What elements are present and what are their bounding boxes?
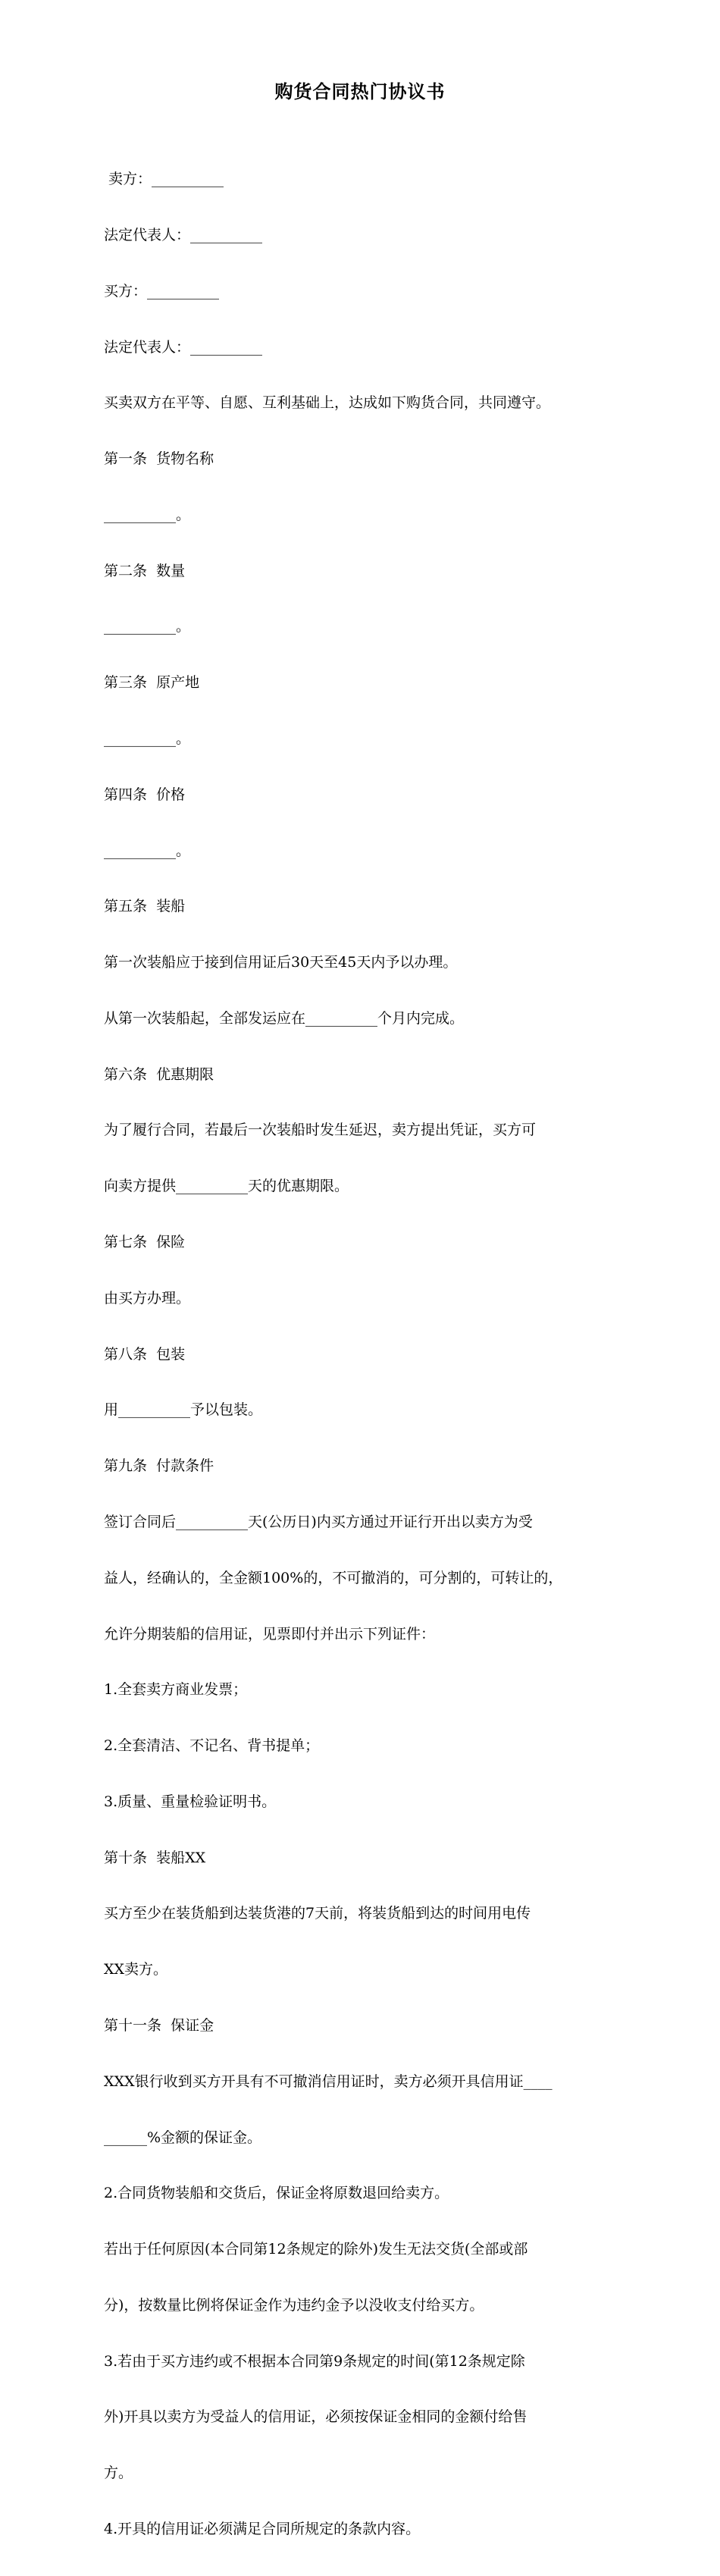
article-9-text-1: 签订合同后__________天(公历日)内买方通过开证行开出以卖方为受	[104, 1513, 533, 1530]
article-11-text-4: 分)，按数量比例将保证金作为违约金予以没收支付给买方。	[104, 2296, 484, 2314]
seller-legal-rep-line: 法定代表人：__________	[104, 226, 263, 243]
article-3-heading: 第三条 原产地	[104, 674, 200, 692]
article-11-heading: 第十一条 保证金	[104, 2016, 214, 2034]
article-11-text-2: ______%金额的保证金。	[104, 2129, 262, 2146]
article-6-heading: 第六条 优惠期限	[104, 1065, 214, 1083]
article-1-heading: 第一条 货物名称	[104, 450, 214, 468]
article-11-item-3-line-2: 外)开具以卖方为受益人的信用证，必须按保证金相同的金额付给售	[104, 2408, 527, 2426]
document-body	[104, 133, 627, 2576]
buyer-line: 买方：__________	[104, 282, 220, 300]
article-9-heading: 第九条 付款条件	[104, 1457, 214, 1475]
document-title: 购货合同热门协议书	[274, 80, 446, 102]
article-8-text: 用__________予以包装。	[104, 1401, 263, 1419]
article-6-text-1: 为了履行合同，若最后一次装船时发生延迟，卖方提出凭证，买方可	[104, 1122, 537, 1139]
article-4-blank: __________。	[104, 842, 191, 859]
article-7-heading: 第七条 保险	[104, 1234, 186, 1251]
preamble-text: 买卖双方在平等、自愿、互利基础上，达成如下购货合同，共同遵守。	[104, 394, 551, 412]
article-11-text-3: 若出于任何原因(本合同第12条规定的除外)发生无法交货(全部或部	[104, 2241, 528, 2258]
article-4-heading: 第四条 价格	[104, 786, 186, 803]
article-5-text-2: 从第一次装船起，全部发运应在__________个月内完成。	[104, 1009, 465, 1027]
article-9-item-1: 1.全套卖方商业发票；	[104, 1681, 248, 1699]
seller-line: 卖方：__________	[104, 171, 224, 188]
article-9-item-3: 3.质量、重量检验证明书。	[104, 1793, 277, 1810]
article-5-heading: 第五条 装船	[104, 898, 186, 915]
article-3-blank: __________。	[104, 730, 191, 747]
article-11-item-3-line-1: 3.若由于买方违约或不根据本合同第9条规定的时间(第12条规定除	[104, 2352, 525, 2370]
article-10-heading: 第十条 装船XX	[104, 1849, 206, 1866]
article-11-item-2: 2.合同货物装船和交货后，保证金将原数退回给卖方。	[104, 2185, 449, 2202]
article-9-item-2: 2.全套清洁、不记名、背书提单；	[104, 1737, 320, 1755]
article-11-text-1: XXX银行收到买方开具有不可撤消信用证时，卖方必须开具信用证____	[104, 2072, 553, 2090]
article-10-text-1: 买方至少在装货船到达装货港的7天前，将装货船到达的时间用电传	[104, 1905, 531, 1922]
article-1-blank: __________。	[104, 506, 191, 523]
article-2-blank: __________。	[104, 618, 191, 635]
article-11-item-3-line-3: 方。	[104, 2465, 133, 2482]
article-9-text-3: 允许分期装船的信用证，见票即付并出示下列证件：	[104, 1625, 436, 1643]
article-9-text-2: 益人，经确认的，全金额100%的，不可撤消的，可分割的，可转让的，	[104, 1569, 563, 1586]
article-2-heading: 第二条 数量	[104, 562, 186, 579]
article-11-item-4: 4.开具的信用证必须满足合同所规定的条款内容。	[104, 2521, 421, 2537]
article-5-text-1: 第一次装船应于接到信用证后30天至45天内予以办理。	[104, 954, 458, 971]
article-6-text-2: 向卖方提供__________天的优惠期限。	[104, 1178, 349, 1195]
article-10-text-2: XX卖方。	[104, 1961, 168, 1978]
article-7-text: 由买方办理。	[104, 1289, 191, 1307]
buyer-legal-rep-line: 法定代表人：__________	[104, 338, 263, 356]
article-8-heading: 第八条 包装	[104, 1345, 186, 1363]
